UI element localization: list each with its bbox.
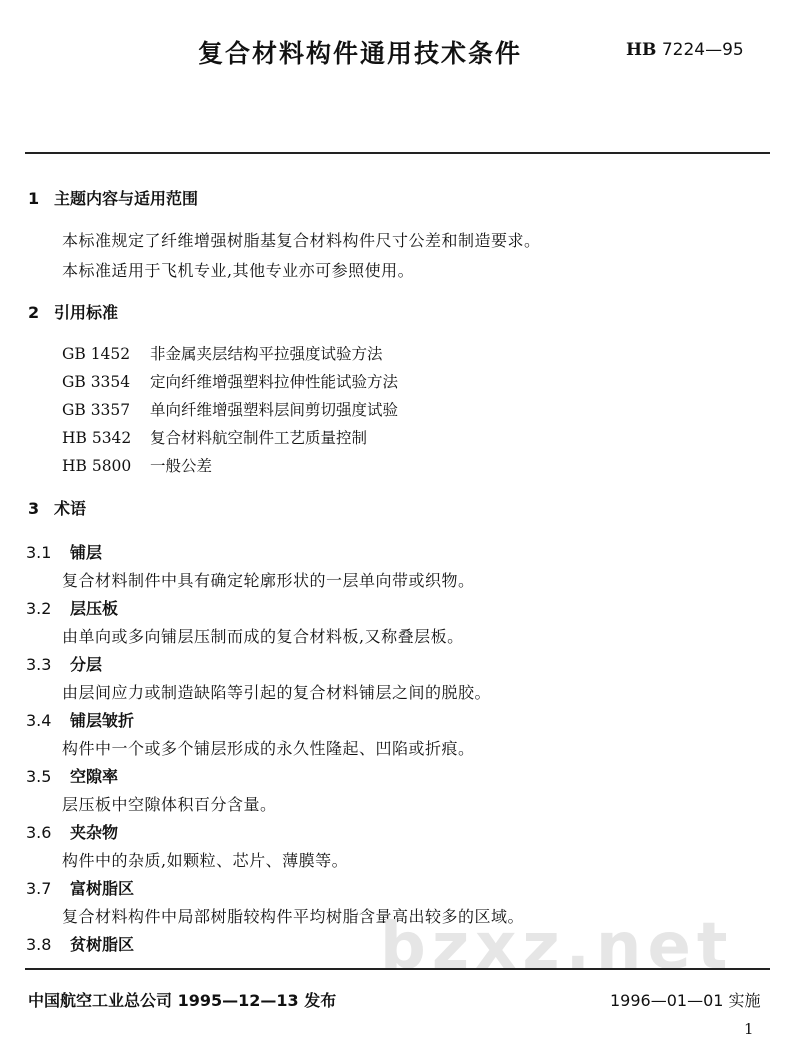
reference-item — [62, 370, 398, 392]
term-definition: 层压板中空隙体积百分含量。 — [62, 795, 277, 814]
section-1-heading — [28, 186, 198, 209]
reference-code: HB 5800 — [62, 457, 132, 475]
term-name: 空隙率 — [70, 767, 119, 786]
term-name: 富树脂区 — [70, 879, 135, 898]
page-number: 1 — [744, 1020, 754, 1038]
term-number: 3.6 — [26, 823, 52, 842]
term-definition: 构件中一个或多个铺层形成的永久性隆起、凹陷或折痕。 — [62, 739, 475, 758]
reference-code: GB 1452 — [62, 345, 131, 363]
section-title: 主题内容与适用范围 — [54, 189, 199, 208]
term-name: 铺层皱折 — [70, 711, 135, 730]
reference-code: GB 3357 — [62, 401, 131, 419]
watermark: bzxz.net — [380, 910, 734, 984]
section-number: 3 — [28, 499, 40, 518]
document-title: 复合材料构件通用技术条件 — [198, 39, 523, 68]
term-heading — [26, 820, 118, 843]
term-name: 夹杂物 — [70, 823, 119, 842]
reference-item — [62, 454, 212, 476]
term-name: 分层 — [70, 655, 103, 674]
reference-item — [62, 426, 367, 448]
term-name: 贫树脂区 — [70, 935, 135, 954]
term-name: 铺层 — [70, 543, 103, 562]
paragraph: 本标准适用于飞机专业,其他专业亦可参照使用。 — [62, 261, 415, 280]
effective-date: 1996—01—01 实施 — [610, 991, 761, 1010]
term-number: 3.4 — [26, 711, 52, 730]
standard-code-number: 7224—95 — [661, 40, 744, 60]
term-name: 层压板 — [70, 599, 119, 618]
reference-title: 复合材料航空制件工艺质量控制 — [150, 429, 368, 447]
section-title: 术语 — [54, 499, 87, 518]
reference-code: GB 3354 — [62, 373, 131, 391]
term-heading — [26, 596, 118, 619]
term-number: 3.8 — [26, 935, 52, 954]
reference-title: 单向纤维增强塑料层间剪切强度试验 — [150, 401, 399, 419]
reference-title: 一般公差 — [150, 457, 213, 475]
issuer-line: 中国航空工业总公司 1995—12—13 发布 — [28, 991, 337, 1010]
term-heading — [26, 764, 118, 787]
term-number: 3.3 — [26, 655, 52, 674]
term-number: 3.1 — [26, 543, 52, 562]
term-number: 3.2 — [26, 599, 52, 618]
term-number: 3.7 — [26, 879, 52, 898]
section-3-heading — [28, 496, 86, 519]
reference-title: 定向纤维增强塑料拉伸性能试验方法 — [150, 373, 399, 391]
term-heading — [26, 652, 102, 675]
reference-item — [62, 342, 383, 364]
section-number: 2 — [28, 303, 40, 322]
section-number: 1 — [28, 189, 40, 208]
term-definition: 由层间应力或制造缺陷等引起的复合材料铺层之间的脱胶。 — [62, 683, 492, 702]
term-definition: 复合材料制件中具有确定轮廓形状的一层单向带或织物。 — [62, 571, 475, 590]
section-title: 引用标准 — [54, 303, 119, 322]
standard-code-prefix: HB — [626, 40, 657, 60]
reference-code: HB 5342 — [62, 429, 132, 447]
reference-item — [62, 398, 398, 420]
reference-title: 非金属夹层结构平拉强度试验方法 — [150, 345, 383, 363]
term-heading — [26, 876, 134, 899]
standard-code — [626, 40, 744, 60]
header-divider — [25, 152, 770, 154]
term-heading — [26, 540, 102, 563]
term-number: 3.5 — [26, 767, 52, 786]
term-definition: 复合材料构件中局部树脂较构件平均树脂含量高出较多的区域。 — [62, 907, 525, 926]
term-definition: 构件中的杂质,如颗粒、芯片、薄膜等。 — [62, 851, 349, 870]
section-2-heading — [28, 300, 118, 323]
term-heading — [26, 932, 134, 955]
term-definition: 由单向或多向铺层压制而成的复合材料板,又称叠层板。 — [62, 627, 464, 646]
term-heading — [26, 708, 134, 731]
footer-divider — [25, 968, 770, 970]
paragraph: 本标准规定了纤维增强树脂基复合材料构件尺寸公差和制造要求。 — [62, 231, 541, 250]
